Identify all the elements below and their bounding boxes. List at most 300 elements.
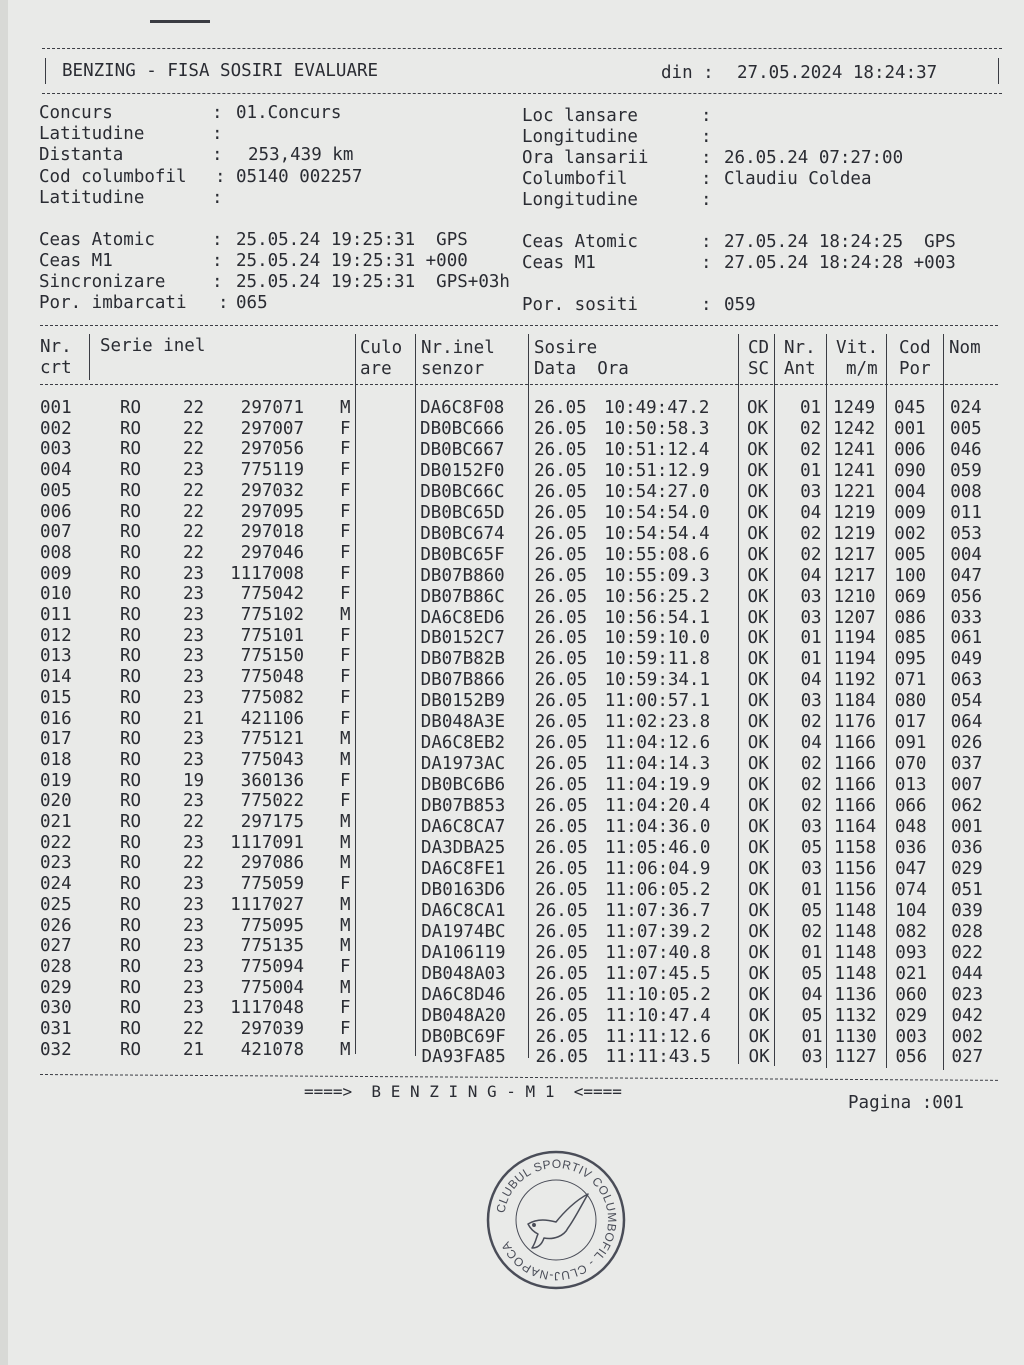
table-row [8, 460, 1024, 481]
loc-lansare-label: Loc lansare [522, 106, 638, 126]
sensor-code: DB07B86C [420, 586, 505, 607]
sensor-code: DB0BC66C [420, 481, 505, 502]
antenna-number: 04 [801, 984, 823, 1005]
ring-year: 23 [183, 460, 205, 481]
ring-year: 23 [183, 894, 205, 915]
row-number: 001 [40, 398, 72, 418]
cd-status: OK [747, 586, 769, 607]
country-code: RO [120, 812, 142, 832]
arrival-date: 26.05 [534, 544, 588, 565]
row-number: 030 [40, 998, 72, 1019]
row-number: 005 [40, 480, 72, 501]
arrival-time: 11:04:36.0 [605, 817, 711, 837]
ring-number: 297018 [240, 522, 304, 543]
pigeon-code: 093 [895, 942, 927, 963]
row-number: 015 [40, 687, 72, 708]
arrival-time: 10:59:11.8 [604, 649, 710, 670]
row-number: 018 [40, 749, 72, 770]
ring-number: 1117091 [230, 832, 304, 853]
arrival-date: 26.05 [535, 942, 588, 963]
sex-code: F [340, 770, 351, 791]
antenna-number: 01 [801, 879, 823, 900]
cd-status: OK [748, 1047, 770, 1068]
right-atomic-value: 27.05.24 18:24:25 GPS [724, 232, 956, 252]
antenna-number: 02 [800, 712, 822, 733]
nom-value: 023 [951, 984, 983, 1005]
col-por-label: Por [899, 359, 931, 379]
ring-number: 297056 [240, 439, 304, 460]
cd-status: OK [747, 607, 769, 628]
ring-number: 775059 [240, 874, 304, 895]
ring-number: 297039 [240, 1019, 304, 1039]
arrival-time: 11:04:12.6 [604, 733, 711, 754]
sex-code: M [340, 749, 351, 770]
arrival-date: 26.05 [534, 754, 588, 775]
arrival-date: 26.05 [534, 733, 588, 754]
sensor-code: DA6C8D46 [421, 984, 506, 1005]
ring-year: 23 [183, 936, 205, 957]
sex-code: M [340, 605, 351, 625]
arrival-time: 10:55:08.6 [604, 544, 710, 565]
nom-value: 028 [951, 921, 983, 942]
row-number: 023 [40, 853, 72, 874]
ring-year: 23 [183, 915, 205, 936]
pigeon-code: 060 [895, 984, 927, 1005]
cd-status: OK [747, 398, 769, 418]
ring-number: 360136 [240, 770, 304, 791]
speed-value: 1242 [833, 418, 876, 439]
table-row [8, 1039, 1024, 1068]
ring-number: 775042 [240, 584, 304, 605]
sensor-code: DB0BC666 [420, 418, 505, 439]
left-atomic-label: Ceas Atomic [39, 230, 155, 250]
pigeon-code: 005 [894, 544, 926, 565]
arrival-time: 10:51:12.9 [604, 460, 710, 481]
ring-number: 297007 [240, 418, 304, 439]
antenna-number: 01 [800, 628, 822, 649]
table-row [8, 853, 1024, 879]
row-number: 011 [40, 605, 72, 625]
nom-value: 051 [951, 879, 983, 900]
row-number: 024 [40, 874, 72, 895]
concurs-label: Concurs [39, 103, 113, 123]
ring-year: 23 [183, 956, 205, 977]
country-code: RO [120, 977, 142, 998]
cd-status: OK [747, 796, 770, 817]
table-row [8, 708, 1024, 733]
speed-value: 1148 [834, 963, 877, 984]
page-number: Pagina :001 [848, 1093, 964, 1113]
ring-number: 775101 [240, 625, 304, 646]
left-m1-label: Ceas M1 [39, 251, 113, 271]
corner-mark [150, 20, 210, 23]
country-code: RO [120, 874, 142, 895]
cd-status: OK [748, 837, 770, 858]
ring-number: 775048 [240, 667, 304, 688]
sensor-code: DA1973AC [420, 754, 506, 775]
speed-value: 1136 [834, 984, 877, 1005]
col-vit-label: Vit. [836, 338, 879, 358]
sex-code: F [340, 625, 351, 646]
imbarcati-value: 065 [236, 293, 268, 313]
arrival-date: 26.05 [535, 1005, 589, 1026]
speed-value: 1210 [833, 586, 876, 607]
col-senzor-label: senzor [421, 359, 485, 379]
ring-number: 775135 [240, 936, 304, 957]
country-code: RO [120, 398, 142, 418]
speed-value: 1166 [833, 796, 877, 817]
col-mm-label: m/m [846, 359, 878, 379]
nom-value: 042 [951, 1005, 984, 1026]
nom-value: 046 [950, 439, 982, 460]
nom-value: 027 [951, 1047, 984, 1068]
pigeon-code: 003 [895, 1026, 928, 1047]
antenna-number: 04 [800, 565, 822, 586]
arrival-time: 11:07:45.5 [605, 963, 711, 984]
antenna-number: 02 [800, 544, 822, 565]
arrival-date: 26.05 [534, 628, 588, 649]
arrival-time: 11:04:14.3 [604, 754, 711, 775]
row-number: 032 [40, 1039, 72, 1060]
speed-value: 1132 [834, 1005, 877, 1026]
ring-number: 421078 [240, 1039, 304, 1060]
ring-year: 22 [183, 542, 205, 563]
nom-value: 033 [950, 607, 983, 628]
concurs-value: 01.Concurs [236, 103, 342, 123]
arrival-time: 11:04:19.9 [604, 775, 711, 796]
speed-value: 1156 [834, 879, 877, 900]
arrival-time: 10:54:54.0 [604, 502, 710, 523]
sensor-code: DB07B82B [420, 649, 505, 670]
antenna-number: 02 [800, 439, 822, 460]
sex-code: F [340, 956, 351, 977]
sensor-code: DB048A20 [421, 1005, 506, 1026]
country-code: RO [120, 563, 142, 584]
table-row [8, 894, 1024, 921]
arrival-time: 10:54:54.4 [604, 523, 710, 544]
speed-value: 1166 [833, 754, 876, 775]
country-code: RO [120, 460, 142, 481]
cd-status: OK [747, 523, 769, 544]
sensor-code: DB07B860 [420, 565, 505, 586]
table-row [8, 584, 1024, 605]
pigeon-code: 047 [895, 858, 927, 879]
sex-code: F [340, 480, 351, 501]
pigeon-code: 085 [894, 628, 927, 649]
arrival-date: 26.05 [534, 712, 588, 733]
sensor-code: DA1974BC [421, 921, 506, 942]
ring-year: 23 [183, 646, 205, 667]
ring-number: 775095 [240, 915, 304, 936]
table-header-rule [40, 384, 998, 385]
nom-value: 059 [950, 460, 982, 481]
ring-number: 297071 [240, 398, 304, 418]
antenna-number: 02 [800, 775, 822, 796]
ring-number: 775119 [240, 460, 304, 481]
sex-code: F [340, 460, 351, 481]
cd-status: OK [747, 754, 769, 775]
ring-year: 22 [183, 1019, 205, 1039]
country-code: RO [120, 501, 142, 522]
antenna-number: 02 [801, 921, 823, 942]
ring-number: 421106 [240, 708, 304, 729]
col-cd-label: CD [748, 338, 770, 358]
ring-number: 297032 [240, 480, 304, 501]
row-number: 014 [40, 667, 72, 688]
row-number: 026 [40, 915, 72, 936]
country-code: RO [120, 729, 142, 750]
antenna-number: 04 [800, 670, 822, 691]
table-row [8, 812, 1024, 837]
table-bottom-rule [40, 1074, 998, 1081]
arrival-date: 26.05 [535, 921, 588, 942]
sensor-code: DB0BC6B6 [420, 775, 506, 796]
ring-year: 22 [183, 812, 205, 832]
arrival-date: 26.05 [534, 775, 588, 796]
pigeon-code: 045 [894, 398, 926, 418]
columbofil-label: Columbofil [522, 169, 628, 189]
col-ant-label: Ant [784, 359, 816, 379]
speed-value: 1219 [833, 523, 876, 544]
speed-value: 1241 [833, 439, 876, 460]
antenna-number: 03 [801, 858, 823, 879]
antenna-number: 01 [800, 398, 822, 418]
table-row [8, 915, 1024, 942]
arrival-date: 26.05 [534, 607, 588, 628]
latitudine-colon-1: : [212, 124, 223, 144]
ring-year: 23 [183, 729, 205, 750]
sensor-code: DB0163D6 [421, 879, 506, 900]
ring-number: 1117008 [230, 563, 304, 584]
sync-label: Sincronizare [39, 272, 166, 292]
ring-number: 775004 [240, 977, 304, 998]
country-code: RO [120, 542, 142, 563]
ring-year: 21 [183, 1039, 205, 1060]
nom-value: 039 [951, 900, 983, 921]
cd-status: OK [747, 481, 769, 502]
row-number: 028 [40, 956, 72, 977]
arrival-date: 26.05 [534, 502, 587, 523]
arrival-date: 26.05 [535, 1026, 589, 1047]
antenna-number: 01 [800, 649, 822, 670]
speed-value: 1166 [833, 733, 876, 754]
nom-value: 054 [950, 691, 983, 712]
row-number: 010 [40, 584, 72, 605]
distanta-value: 253,439 km [248, 145, 354, 165]
ring-number: 297175 [240, 812, 304, 832]
arrival-date: 26.05 [534, 460, 587, 481]
sex-code: M [340, 832, 351, 853]
arrival-date: 26.05 [534, 649, 588, 670]
table-row [8, 998, 1024, 1026]
table-row [8, 791, 1024, 817]
sensor-code: DA3DBA25 [421, 837, 506, 858]
header-bottom-rule [42, 93, 1002, 94]
arrival-time: 11:06:04.9 [605, 858, 711, 879]
arrival-date: 26.05 [534, 796, 588, 817]
concurs-colon: : [212, 103, 223, 123]
arrival-time: 11:02:23.8 [604, 712, 711, 733]
table-row [8, 1019, 1024, 1047]
sex-code: F [340, 998, 351, 1019]
col-serie-label: Serie inel [100, 336, 206, 356]
arrival-date: 26.05 [534, 439, 587, 460]
ring-year: 23 [183, 563, 205, 584]
pigeon-code: 069 [894, 586, 927, 607]
country-code: RO [120, 749, 142, 770]
columbofil-colon: : [701, 169, 712, 189]
table-row [8, 956, 1024, 984]
sex-code: F [340, 563, 351, 584]
col-nr-label: Nr. [40, 337, 72, 357]
ring-year: 22 [183, 480, 205, 501]
country-code: RO [120, 956, 142, 977]
sensor-code: DB07B853 [420, 796, 506, 817]
country-code: RO [120, 936, 142, 957]
sex-code: F [340, 542, 351, 563]
pigeon-code: 091 [894, 733, 927, 754]
country-code: RO [120, 480, 142, 501]
ring-year: 22 [183, 522, 205, 543]
sex-code: F [340, 584, 351, 605]
nom-value: 007 [950, 775, 983, 796]
sex-code: F [340, 874, 351, 895]
pigeon-code: 009 [894, 502, 926, 523]
latitudine-label-2: Latitudine [39, 188, 145, 208]
row-number: 031 [40, 1019, 72, 1039]
sex-code: F [340, 418, 351, 439]
antenna-number: 02 [800, 796, 823, 817]
table-row [8, 832, 1024, 858]
nom-value: 037 [950, 754, 983, 775]
antenna-number: 04 [800, 502, 822, 523]
table-row [8, 729, 1024, 754]
sex-code: F [340, 1019, 351, 1039]
row-number: 029 [40, 977, 72, 998]
country-code: RO [120, 646, 142, 667]
speed-value: 1156 [834, 858, 877, 879]
sensor-code: DA6C8ED6 [420, 607, 505, 628]
ring-number: 775022 [240, 791, 304, 812]
table-top-rule [40, 325, 998, 326]
longitudine-colon-1: : [701, 127, 712, 147]
ring-year: 22 [183, 439, 205, 460]
country-code: RO [120, 584, 142, 605]
antenna-number: 05 [801, 900, 823, 921]
report-title: BENZING - FISA SOSIRI EVALUARE [62, 61, 379, 81]
nom-value: 063 [950, 670, 983, 691]
speed-value: 1221 [833, 481, 876, 502]
pigeon-code: 029 [895, 1005, 928, 1026]
antenna-number: 05 [801, 963, 823, 984]
arrival-time: 11:06:05.2 [605, 879, 711, 900]
arrival-date: 26.05 [534, 398, 587, 418]
antenna-number: 03 [800, 691, 822, 712]
sex-code: M [340, 729, 351, 750]
table-row [8, 667, 1024, 691]
nom-value: 008 [950, 481, 982, 502]
pigeon-code: 071 [894, 670, 927, 691]
cd-status: OK [748, 963, 770, 984]
sositi-label: Por. sositi [522, 295, 638, 315]
ring-year: 23 [183, 998, 205, 1019]
header-left-border [45, 58, 46, 84]
arrival-time: 10:50:58.3 [604, 418, 710, 439]
pigeon-code: 066 [894, 796, 927, 817]
distanta-label: Distanta [39, 145, 124, 165]
left-m1-colon: : [212, 251, 223, 271]
arrival-date: 26.05 [534, 523, 587, 544]
cd-status: OK [747, 670, 769, 691]
col-cod-label: Cod [899, 338, 931, 358]
distanta-colon: : [212, 145, 223, 165]
speed-value: 1194 [833, 649, 876, 670]
report-sheet [8, 0, 1024, 1365]
sex-code: M [340, 894, 351, 915]
table-row [8, 543, 1024, 564]
row-number: 009 [40, 563, 72, 584]
table-row [8, 605, 1024, 626]
right-m1-label: Ceas M1 [522, 253, 596, 273]
country-code: RO [120, 998, 142, 1019]
speed-value: 1148 [834, 942, 877, 963]
left-atomic-value: 25.05.24 19:25:31 GPS [236, 230, 468, 250]
ring-year: 22 [183, 398, 205, 418]
speed-value: 1249 [833, 398, 876, 418]
speed-value: 1127 [834, 1047, 877, 1068]
separator-serie [89, 334, 90, 380]
speed-value: 1148 [834, 921, 877, 942]
table-row [8, 522, 1024, 543]
right-m1-value: 27.05.24 18:24:28 +003 [724, 253, 956, 273]
sex-code: F [340, 791, 351, 812]
speed-value: 1164 [834, 817, 877, 837]
cd-status: OK [748, 1005, 770, 1026]
table-row [8, 646, 1024, 670]
imbarcati-label: Por. imbarcati [39, 293, 187, 313]
sositi-value: 059 [724, 295, 756, 315]
arrival-date: 26.05 [534, 418, 587, 439]
arrival-time: 10:51:12.4 [604, 439, 710, 460]
sensor-code: DB048A3E [420, 712, 506, 733]
row-number: 004 [40, 460, 72, 481]
arrival-time: 11:00:57.1 [604, 691, 711, 712]
nom-value: 064 [950, 712, 983, 733]
table-row [8, 419, 1024, 440]
sex-code: M [340, 936, 351, 957]
arrival-date: 26.05 [535, 817, 588, 837]
arrival-date: 26.05 [534, 481, 587, 502]
nom-value: 061 [950, 628, 983, 649]
country-code: RO [120, 625, 142, 646]
arrival-time: 11:04:20.4 [604, 796, 711, 817]
arrival-time: 11:10:05.2 [605, 984, 711, 1005]
sensor-code: DA6C8CA1 [421, 900, 506, 921]
table-row [8, 481, 1024, 502]
sync-value: 25.05.24 19:25:31 GPS+03h [236, 272, 510, 292]
club-stamp [484, 1148, 628, 1292]
longitudine-label-1: Longitudine [522, 127, 638, 147]
speed-value: 1207 [833, 607, 876, 628]
svg-text:CLUBUL SPORTIV COLUMBOFIL - CL: CLUBUL SPORTIV COLUMBOFIL - CLUJ-NAPOCA [493, 1156, 620, 1284]
footer-brand: ====> B E N Z I N G - M 1 <==== [304, 1082, 622, 1101]
nom-value: 022 [951, 942, 983, 963]
antenna-number: 05 [801, 1005, 823, 1026]
antenna-number: 02 [800, 754, 822, 775]
nom-value: 004 [950, 544, 982, 565]
arrival-date: 26.05 [535, 963, 589, 984]
antenna-number: 03 [800, 586, 822, 607]
